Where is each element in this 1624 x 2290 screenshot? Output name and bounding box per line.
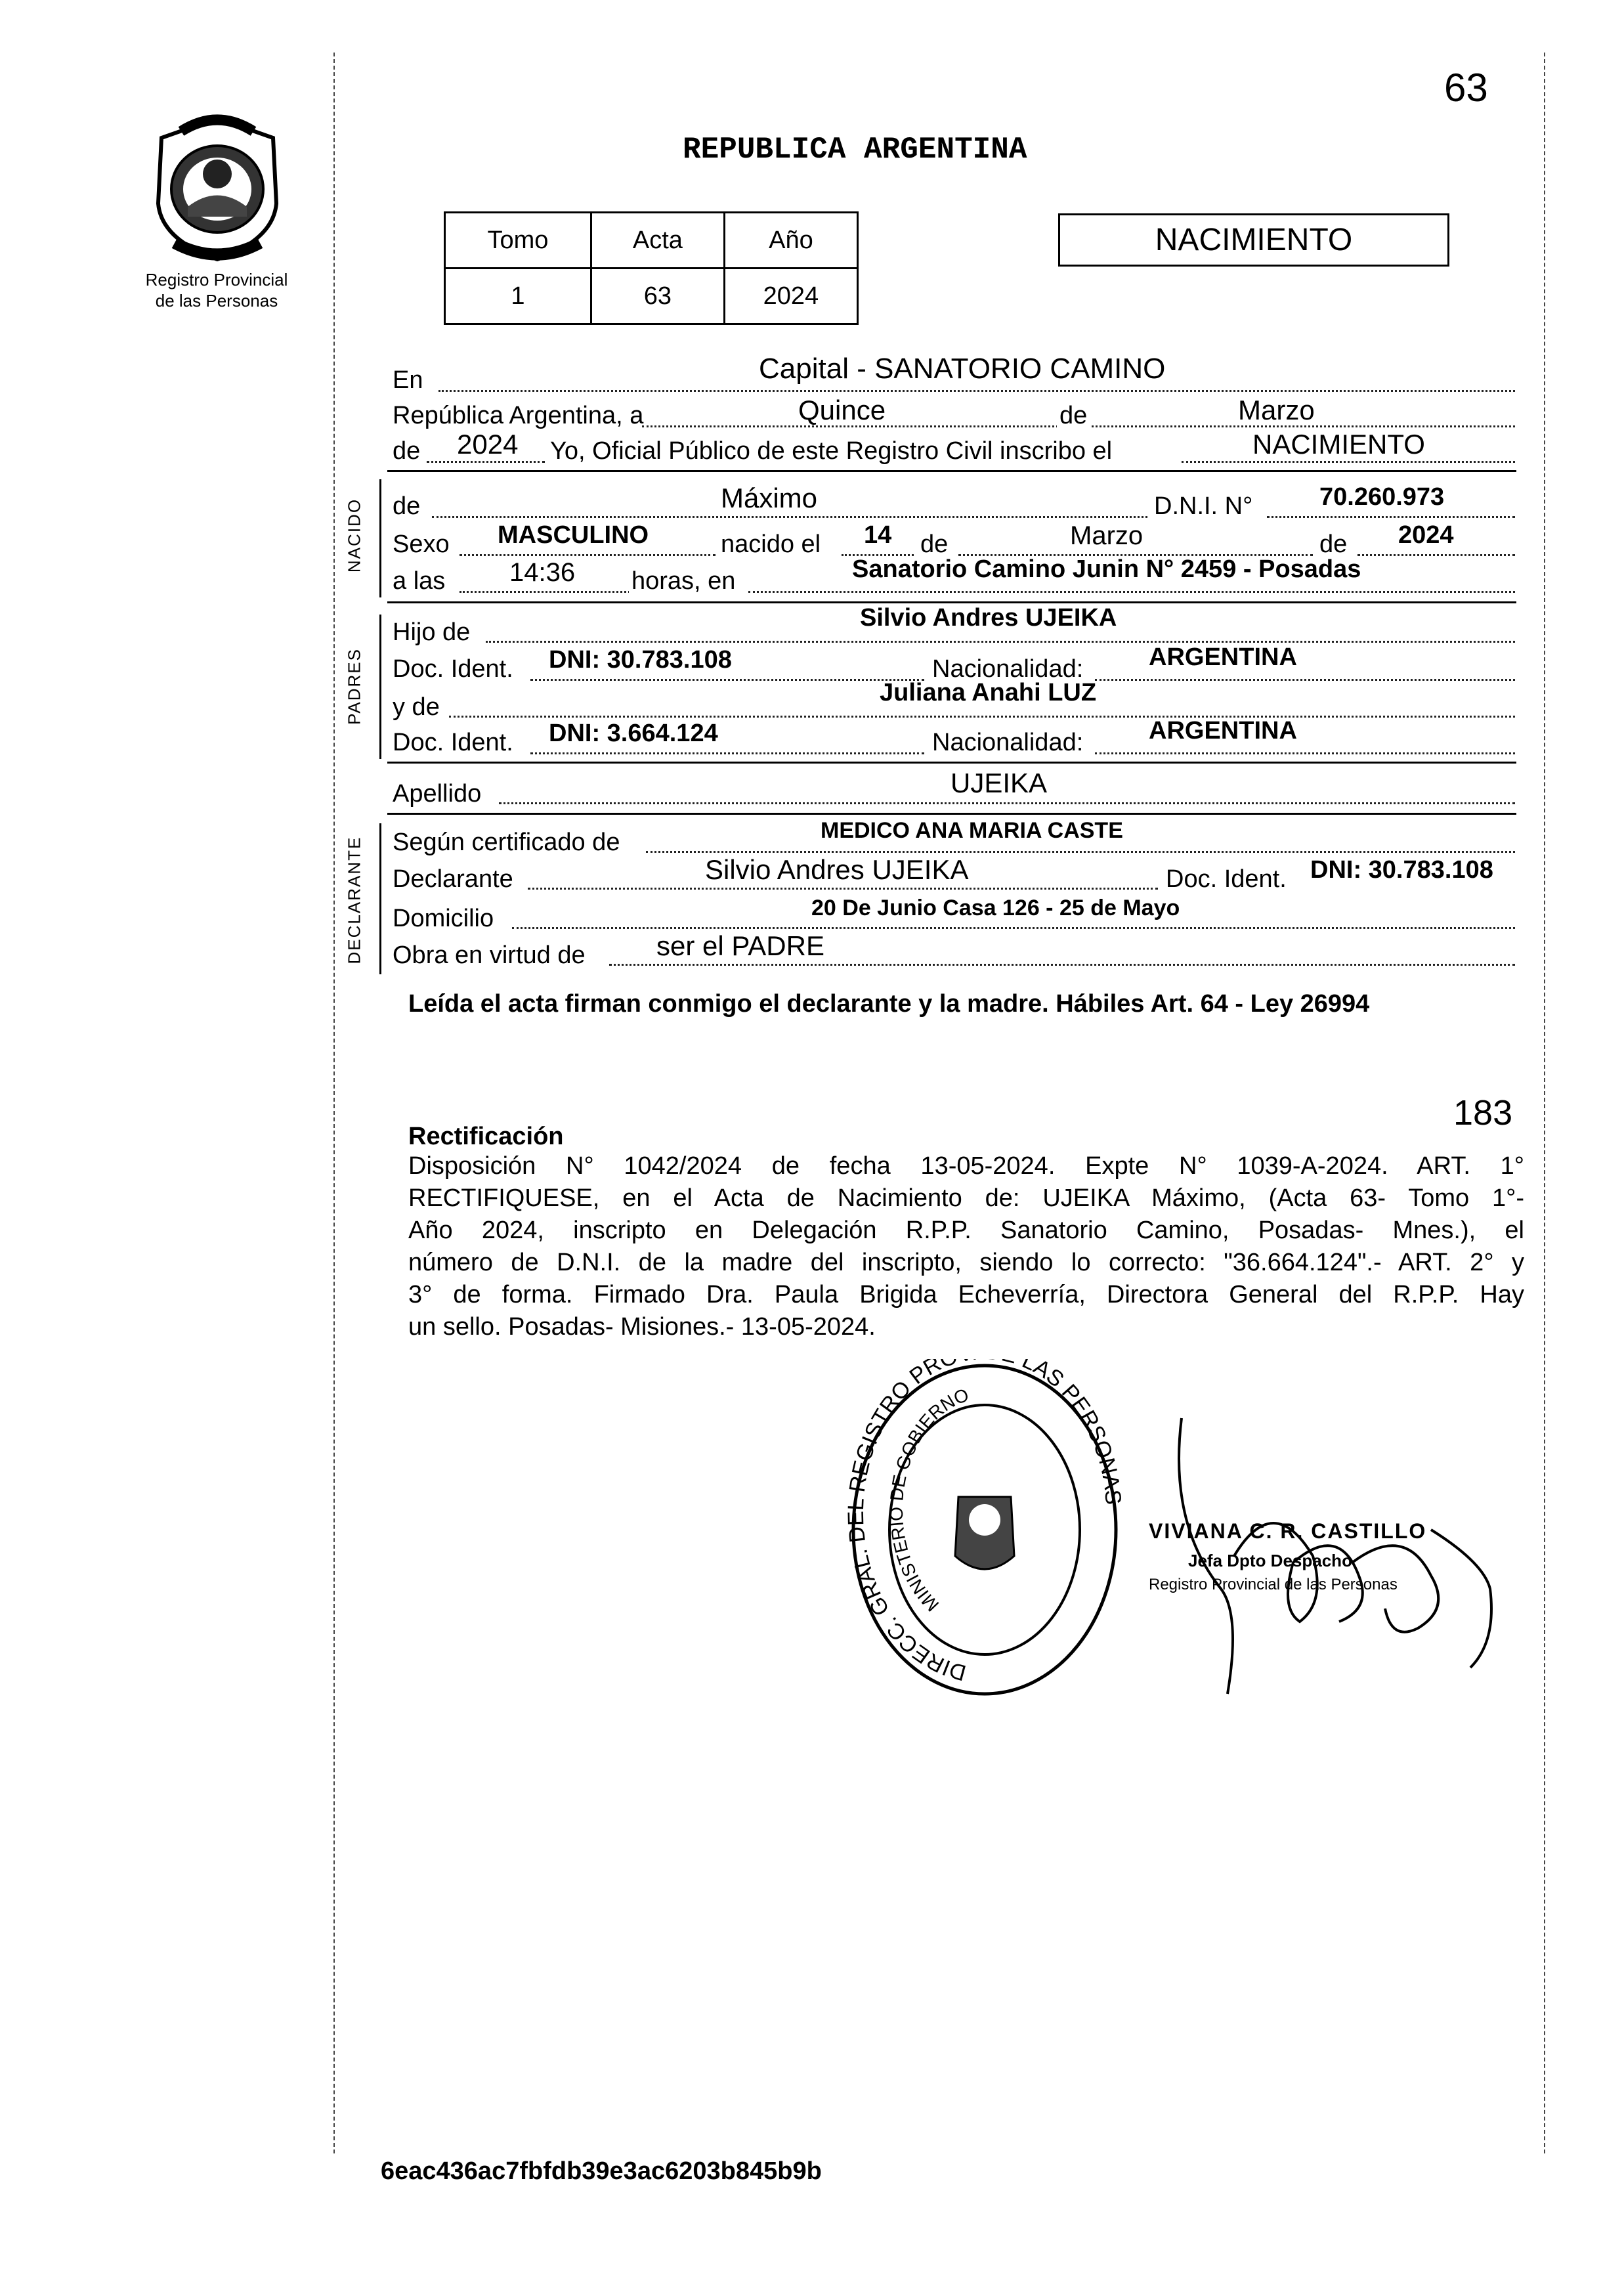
value-nac-dia: 14 [864,521,892,549]
side-label-declarante: DECLARANTE [344,836,364,964]
value-lugar-nac: Sanatorio Camino Junin N° 2459 - Posadas [852,555,1361,583]
side-label-nacido: NACIDO [344,498,364,573]
label-sexo: Sexo [393,530,450,558]
rule-after-apellido [387,813,1516,815]
left-margin-line [333,53,335,2153]
madre-dni-dots [530,752,924,754]
nombre-dots [432,516,1147,518]
record-type-box [1058,213,1449,267]
logo-caption [105,269,328,311]
page-title: REPUBLICA ARGENTINA [683,133,1027,167]
nac-anio-dots [1357,554,1515,556]
label-apellido: Apellido [393,780,482,808]
padres-bracket [379,615,381,759]
value-domicilio: 20 De Junio Casa 126 - 25 de Mayo [811,896,1180,920]
value-madre-nac: ARGENTINA [1149,717,1297,745]
label-domicilio: Domicilio [393,905,494,932]
record-type: NACIMIENTO [1155,223,1353,257]
signature-block [1142,1392,1510,1707]
rectificacion-line-4: número de D.N.I. de la madre del inscripto, siendo lo correcto: "36.664.124".- ART. 2° y [408,1249,1524,1276]
rectificacion-title: Rectificación [408,1123,564,1150]
header-acta: Acta [591,213,724,269]
rectificacion-line-1: Disposición N° 1042/2024 de fecha 13-05-2024. Expte N° 1039-A-2024. ART. 1° [408,1152,1524,1180]
label-hijo-de: Hijo de [393,618,471,646]
rectificacion-line-6: un sello. Posadas- Misiones.- 13-05-2024. [408,1313,876,1341]
madre-dots [449,716,1515,718]
sexo-dots [459,554,716,556]
value-nac-mes: Marzo [1070,521,1143,550]
closing-statement: Leída el acta firman conmigo el declarante y la madre. Hábiles Art. 64 - Ley 26994 [408,990,1370,1018]
seal-inner-text: MINISTERIO DE GOBIERNO [886,1384,972,1616]
handwritten-signature [1142,1392,1510,1707]
label-republica: República Argentina, a [393,402,644,429]
note-number: 183 [1453,1093,1513,1133]
rectificacion-line-2: RECTIFIQUESE, en el Acta de Nacimiento de: UJEIKA Máximo, (Acta 63- Tomo 1°- [408,1184,1524,1212]
apellido-dots [499,802,1515,804]
label-nacido-el: nacido el [721,530,821,558]
nacido-bracket [379,479,381,597]
declarante-dots [528,888,1158,890]
value-nac-anio: 2024 [1398,521,1454,549]
lugar-nac-dots [748,591,1515,593]
padre-nac-dots [1095,679,1515,681]
official-seal-icon [847,1359,1122,1700]
padre-dots [486,641,1515,643]
stamp-line2: Jefa Dpto Despacho [1188,1551,1352,1570]
rule-after-padres [387,762,1516,764]
header-anio: Año [724,213,857,269]
value-declarante-dni: DNI: 30.783.108 [1310,856,1493,884]
label-yo-oficial: Yo, Oficial Público de este Registro Civil inscribo el [550,437,1113,465]
label-de-anio: de [393,437,421,465]
madre-nac-dots [1095,752,1515,754]
label-doc-ident-declarante: Doc. Ident. [1166,865,1287,893]
value-padre-dni: DNI: 30.783.108 [549,646,732,674]
page-number: 63 [1444,66,1488,110]
right-margin-line [1544,53,1545,2153]
label-obra-virtud: Obra en virtud de [393,941,586,969]
en-dots [438,390,1515,392]
label-declarante: Declarante [393,865,513,893]
seal-outer-text: DIRECC. GRAL. REGISTRO PR LAS PERSONA [847,1359,1122,1686]
domicilio-dots [512,927,1515,929]
label-de-nac-mes: de [920,530,949,558]
value-tomo: 1 [445,269,591,324]
value-mes: Marzo [1238,395,1315,425]
value-hora: 14:36 [509,558,576,587]
province-shield-icon [142,112,293,263]
rectificacion-line-3: Año 2024, inscripto en Delegación R.P.P. Sanatorio Camino, Posadas- Mnes.), el [408,1217,1524,1244]
value-padre-nac: ARGENTINA [1149,643,1297,671]
value-anio-reg: 2024 [457,429,519,460]
value-padre: Silvio Andres UJEIKA [860,604,1117,632]
label-doc-ident-madre: Doc. Ident. [393,729,513,756]
label-nacionalidad-madre: Nacionalidad: [932,729,1084,756]
value-madre-dni: DNI: 3.664.124 [549,720,718,747]
dni-dots [1267,516,1515,518]
header-tomo: Tomo [445,213,591,269]
document-hash: 6eac436ac7fbfdb39e3ac6203b845b9b [381,2157,822,2185]
label-segun-certificado: Según certificado de [393,829,620,856]
label-y-de: y de [393,693,440,721]
value-acta: 63 [591,269,724,324]
province-logo [142,112,293,263]
certificado-dots [646,851,1515,853]
label-horas-en: horas, en [629,569,738,594]
rectificacion-line-5: 3° de forma. Firmado Dra. Paula Brigida Echeverría, Directora General del R.P.P. Hay [408,1281,1524,1308]
value-lugar: Capital - SANATORIO CAMINO [759,353,1166,385]
virtud-dots [609,964,1515,966]
value-madre: Juliana Anahi LUZ [880,679,1097,706]
anio-dots [427,461,545,463]
label-doc-ident-padre: Doc. Ident. [393,655,513,683]
label-de-nac-anio: de [1319,530,1348,558]
value-virtud: ser el PADRE [656,930,824,961]
stamp-line3: Registro Provincial de las Personas [1149,1576,1398,1593]
logo-caption-line2: de las Personas [155,291,278,311]
label-nacionalidad-padre: Nacionalidad: [932,655,1084,683]
rule-after-nacido [387,601,1516,603]
side-label-padres: PADRES [344,648,364,725]
tipo-dots [1182,461,1515,463]
padre-dni-dots [530,679,924,681]
label-en: En [393,366,423,394]
logo-caption-line1: Registro Provincial [145,270,288,290]
value-declarante: Silvio Andres UJEIKA [705,854,969,885]
register-table [444,211,859,325]
value-anio: 2024 [724,269,857,324]
official-seal [847,1359,1122,1700]
rule-after-header [387,470,1516,472]
hora-dots [459,591,630,593]
value-tipo: NACIMIENTO [1252,429,1425,460]
label-de-nombre: de [393,492,421,520]
value-nombre: Máximo [721,483,818,513]
label-dni-no: D.N.I. N° [1154,492,1253,520]
value-dni: 70.260.973 [1319,483,1445,511]
value-apellido: UJEIKA [951,767,1048,798]
label-de-mes: de [1057,403,1090,428]
declarante-bracket [379,823,381,974]
rectificacion-body [408,1150,1524,1343]
value-sexo: MASCULINO [498,521,649,549]
value-certificado: MEDICO ANA MARIA CASTE [821,818,1123,843]
label-a-las: a las [393,567,446,595]
value-dia: Quince [798,395,886,425]
stamp-name: VIVIANA C. R. CASTILLO [1149,1519,1427,1543]
